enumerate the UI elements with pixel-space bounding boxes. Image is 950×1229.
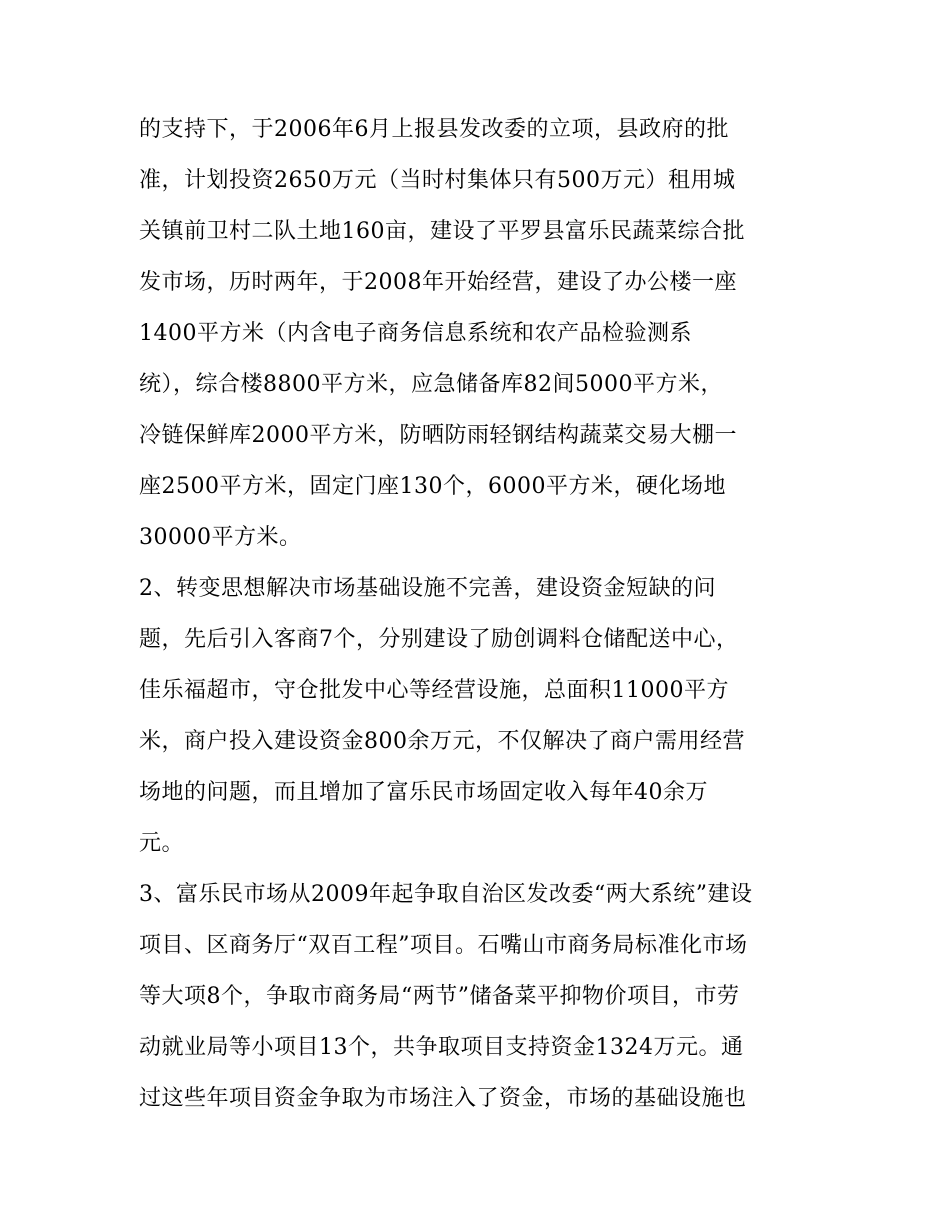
text-line: 项目、区商务厅“双百工程”项目。石嘴山市商务局标准化市场	[139, 933, 748, 958]
text-line: 发市场，历时两年，于2008年开始经营，建设了办公楼一座	[139, 270, 737, 295]
text-line: 关镇前卫村二队土地160亩，建设了平罗县富乐民蔬菜综合批	[139, 219, 745, 244]
text-line: 准，计划投资2650万元（当时村集体只有500万元）租用城	[139, 168, 736, 193]
text-line: 题，先后引入客商7个，分别建设了励创调料仓储配送中心，	[139, 627, 739, 652]
text-line: 动就业局等小项目13个，共争取项目支持资金1324万元。通	[139, 1035, 744, 1060]
text-line: 冷链保鲜库2000平方米，防晒防雨轻钢结构蔬菜交易大棚一	[139, 423, 737, 448]
text-line: 统），综合楼8800平方米，应急储备库82间5000平方米，	[139, 372, 723, 397]
text-line: 过这些年项目资金争取为市场注入了资金，市场的基础设施也	[139, 1086, 747, 1111]
text-line: 等大项8个，争取市商务局“两节”储备菜平抑物价项目，市劳	[139, 984, 740, 1009]
text-line: 座2500平方米，固定门座130个，6000平方米，硬化场地	[139, 474, 726, 499]
text-line: 1400平方米（内含电子商务信息系统和农产品检验测系	[139, 321, 692, 346]
text-line: 佳乐福超市，守仓批发中心等经营设施，总面积11000平方	[139, 678, 729, 703]
text-line: 3、富乐民市场从2009年起争取自治区发改委“两大系统”建设	[139, 882, 753, 907]
document-body	[139, 104, 829, 1124]
text-line: 场地的问题，而且增加了富乐民市场固定收入每年40余万	[139, 780, 708, 805]
text-line: 元。	[139, 831, 185, 856]
text-line: 30000平方米。	[139, 525, 302, 550]
text-line: 2、转变思想解决市场基础设施不完善，建设资金短缺的问	[139, 576, 716, 601]
text-line: 的支持下，于2006年6月上报县发改委的立项，县政府的批	[139, 117, 729, 142]
text-line: 米，商户投入建设资金800余万元，不仅解决了商户需用经营	[139, 729, 745, 754]
